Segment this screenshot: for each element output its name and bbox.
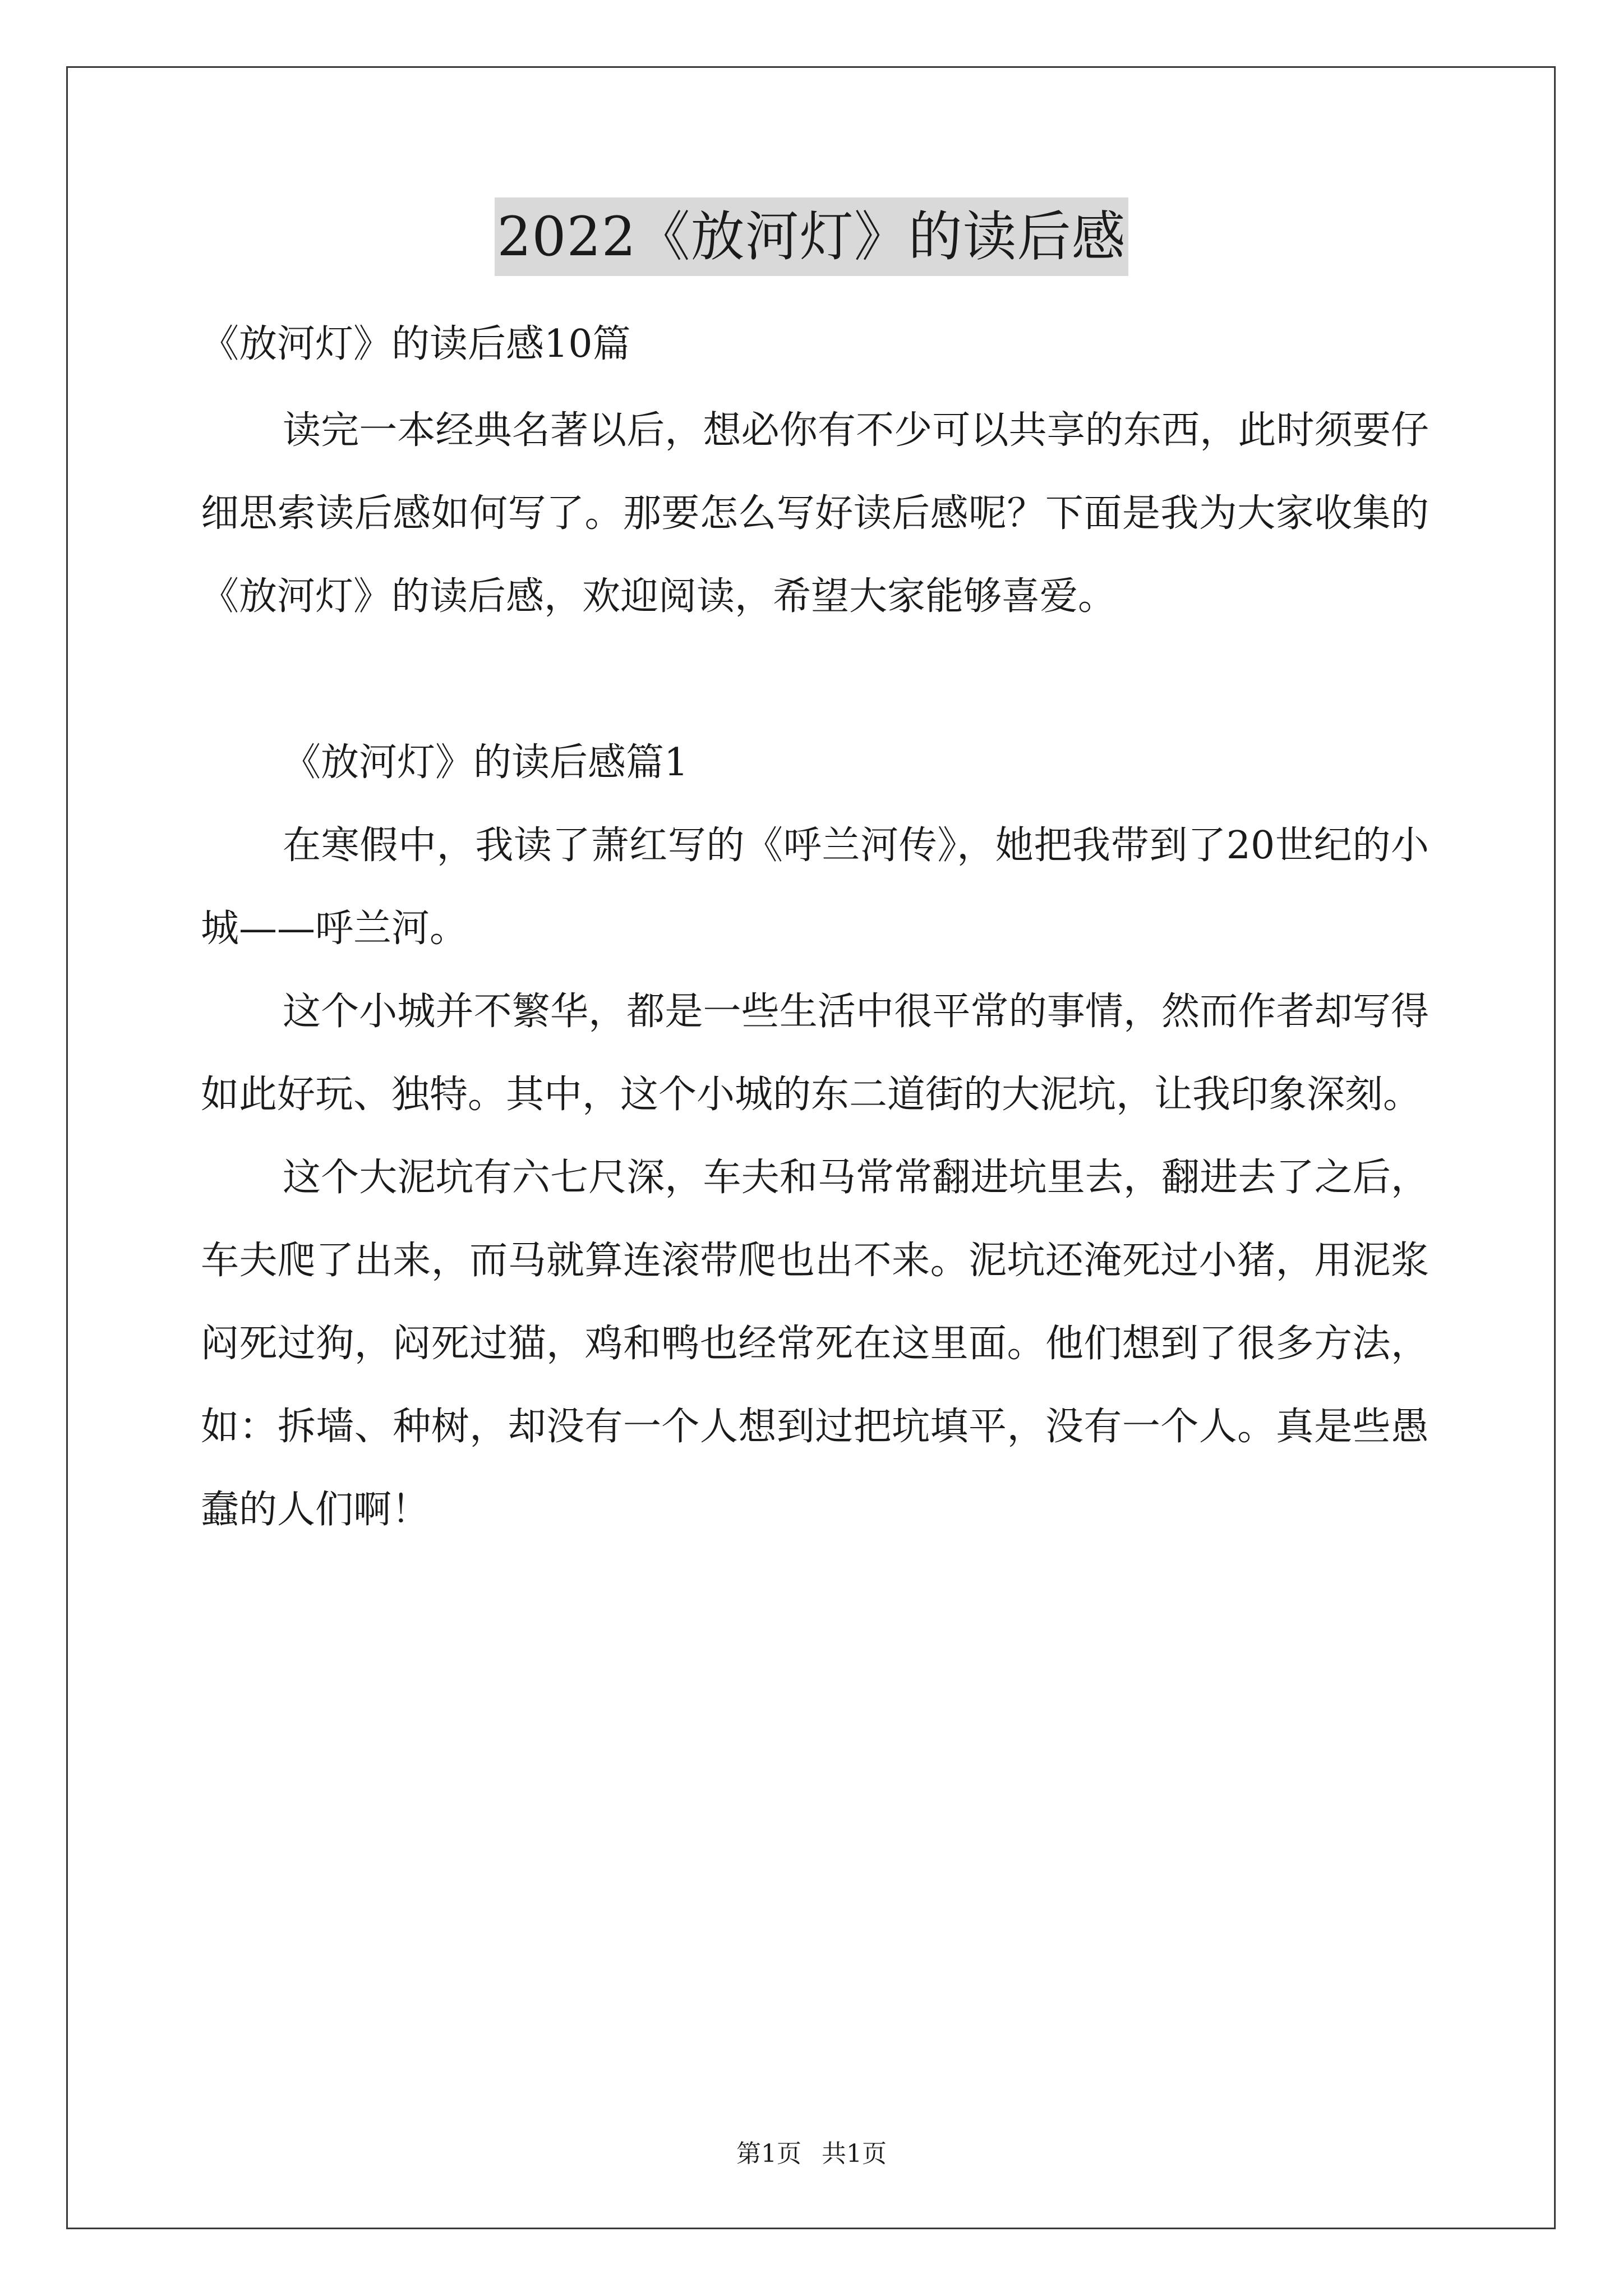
section-spacer: [201, 638, 1429, 721]
page-footer: [0, 2137, 1623, 2171]
intro-paragraph: 读完一本经典名著以后，想必你有不少可以共享的东西，此时须要仔细思索读后感如何写了。那要怎么写好读后感呢？下面是我为大家收集的《放河灯》的读后感，欢迎阅读，希望大家能够喜爱。: [201, 408, 1429, 619]
section-heading: 《放河灯》的读后感篇1: [283, 740, 689, 785]
page-number-total: 共1页: [822, 2139, 887, 2168]
title-container: [0, 197, 1623, 276]
document-body: [201, 303, 1429, 1552]
body-paragraph: 在寒假中，我读了萧红写的《呼兰河传》，她把我带到了20世纪的小城——呼兰河。: [201, 823, 1429, 951]
document-subtitle: 《放河灯》的读后感10篇: [201, 322, 631, 366]
body-paragraph: 这个小城并不繁华，都是一些生活中很平常的事情，然而作者却写得如此好玩、独特。其中，这个小城的东二道街的大泥坑，让我印象深刻。: [201, 990, 1429, 1117]
page-number-current: 第1页: [736, 2139, 801, 2168]
document-title: 2022《放河灯》的读后感: [495, 197, 1128, 276]
body-paragraph: 这个大泥坑有六七尺深，车夫和马常常翻进坑里去，翻进去了之后，车夫爬了出来，而马就算连滚带爬也出不来。泥坑还淹死过小猪，用泥浆闷死过狗，闷死过猫，鸡和鸭也经常死在这里面。他们想到了很多方法，如：拆墙、种树，却没有一个人想到过把坑填平，没有一个人。真是些愚蠢的人们啊！: [201, 1156, 1429, 1532]
